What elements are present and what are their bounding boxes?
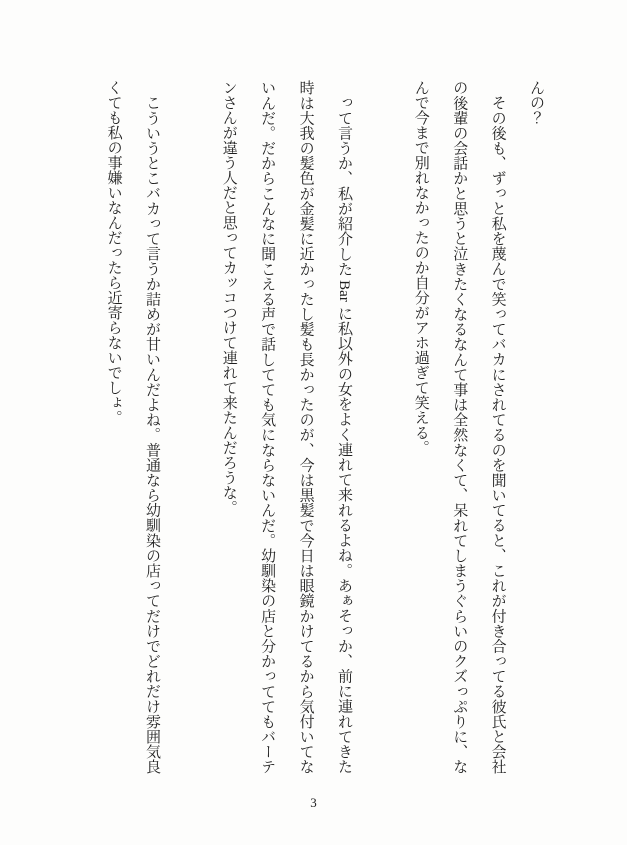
paragraph: その後も、ずっと私を蔑んで笑ってバカにされてるのを聞いてると、これが付き合ってる彼氏と会社の後輩の会話かと思うと泣きたくなるなんて事は全然なくて、呆れてしまうぐらいのクズっぷりに、なんで今まで別れなかったのか自分がアホ過ぎて笑える。 — [412, 80, 506, 774]
page-number: 3 — [310, 795, 317, 810]
paragraph: って言うか、私が紹介した Bar に私以外の女をよく連れて来れるよね。あぁそっか、前に連れてきた時は大我の髪色が金髪に近かったし髪も長かったのが、今は黒髪で今日は眼鏡かけてるから気付いてないんだ。だからこんなに聞こえる声で話してても気にならないんだ。幼馴染の店と分かっててもバーテンさんが違う人だと思ってカッコつけて連れて来たんだろうな。 — [220, 80, 352, 774]
paragraph: こういうとこバカって言うか詰めが甘いんだよね。普通なら幼馴染の店ってだけでどれだけ雰囲気良くても私の事嫌いなんだったら近寄らないでしょ。 — [105, 80, 160, 774]
vertical-text-block — [94, 80, 555, 774]
paragraph: んの？ — [528, 80, 544, 125]
